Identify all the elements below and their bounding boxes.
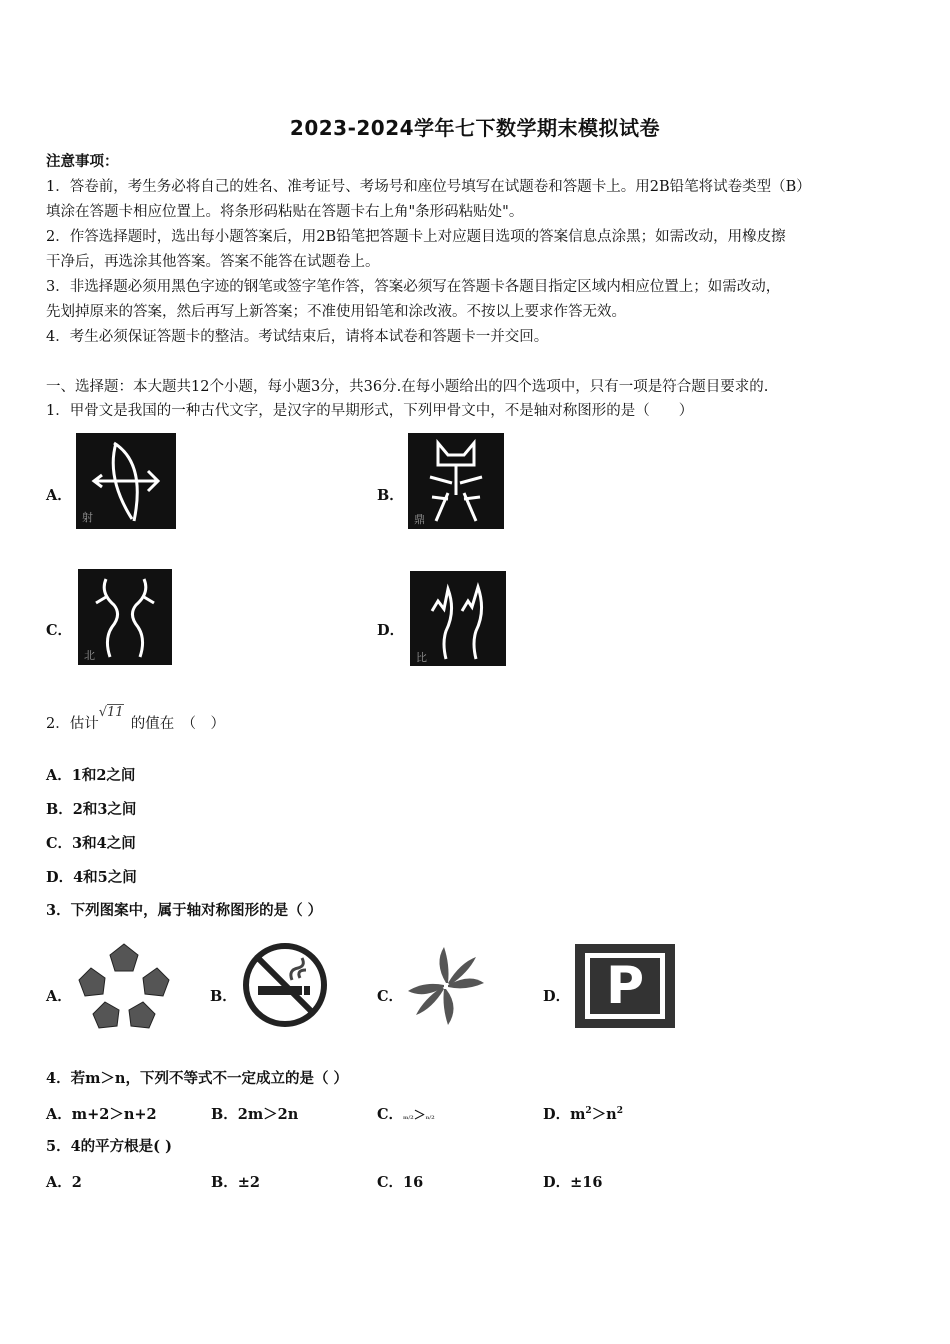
- q4-c-frac-right: n/2: [425, 1115, 435, 1121]
- q3-option-b-label: B．: [210, 988, 237, 1005]
- q5-option-b: B．±2: [211, 1174, 260, 1191]
- notice-line: 先划掉原来的答案，然后再写上新答案；不准使用铅笔和涂改液。不按以上要求作答无效。: [46, 304, 626, 320]
- notice-line: 2．作答选择题时，选出每小题答案后，用2B铅笔把答题卡上对应题目选项的答案信息点涂黑；如需改动，用橡皮擦: [46, 229, 786, 245]
- page-title: 2023-2024学年七下数学期末模拟试卷: [289, 116, 661, 140]
- notice-line: 3．非选择题必须用黑色字迹的钢笔或签字笔作答，答案必须写在答题卡各题目指定区域内相应位置上；如需改动，: [46, 279, 781, 295]
- question-1-stem: 1．甲骨文是我国的一种古代文字，是汉字的早期形式，下列甲骨文中，不是轴对称图形的是（ ）: [46, 403, 694, 419]
- pinwheel-image: [404, 943, 488, 1029]
- oracle-ding-image: [408, 433, 504, 529]
- q3-option-d-label: D．: [543, 988, 571, 1005]
- notice-line: 干净后，再选涂其他答案。答案不能答在试题卷上。: [46, 254, 380, 270]
- sqrt-eleven: √11: [98, 705, 124, 720]
- question-4-stem: 4．若m＞n，下列不等式不一定成立的是（ ）: [46, 1070, 349, 1087]
- q2-option-a: A．1和2之间: [46, 767, 136, 784]
- q1-option-d-label: D．: [377, 622, 405, 639]
- q4-option-b: B．2m＞2n: [211, 1106, 299, 1123]
- q2-option-b: B．2和3之间: [46, 801, 137, 818]
- question-2-stem: [46, 705, 225, 735]
- q4-option-d: D．$m^2>n^2$: [543, 1106, 623, 1123]
- q2-option-d: D．4和5之间: [46, 869, 137, 886]
- q2-stem-pre: 2．估计: [46, 716, 99, 732]
- q2-stem-post: 的值在 （ ）: [130, 716, 225, 732]
- parking-sign-image: [575, 944, 675, 1028]
- no-smoking-image: [240, 940, 330, 1030]
- q2-option-c: C．3和4之间: [46, 835, 136, 852]
- q4-option-a: A．m+2＞n+2: [46, 1106, 157, 1123]
- notice-line: 1．答卷前，考生务必将自己的姓名、准考证号、考场号和座位号填写在试题卷和答题卡上。用2B铅笔将试卷类型（B）: [46, 179, 811, 195]
- oracle-char-caption: 北: [84, 649, 95, 662]
- notice-line: 4．考生必须保证答题卡的整洁。考试结束后，请将本试卷和答题卡一并交回。: [46, 329, 549, 345]
- section-heading: 一、选择题：本大题共12个小题，每小题3分，共36分.在每小题给出的四个选项中，只有一项是符合题目要求的.: [46, 379, 769, 395]
- q1-option-b-label: B．: [377, 487, 404, 504]
- question-5-stem: 5．4的平方根是( ): [46, 1138, 172, 1155]
- oracle-bi-image: [410, 571, 506, 666]
- oracle-bei-image: [78, 569, 172, 665]
- notice-heading: 注意事项：: [46, 153, 119, 170]
- oracle-shoot-image: [76, 433, 176, 529]
- q5-option-a: A．2: [46, 1174, 82, 1191]
- q3-option-a-label: A．: [46, 988, 72, 1005]
- q4-option-c: C．m/2＞n/2: [377, 1106, 435, 1123]
- q1-option-c-label: C．: [46, 622, 73, 639]
- q4-c-frac-left: m/2: [403, 1115, 414, 1121]
- q1-option-a-label: A．: [46, 487, 72, 504]
- pentagons-image: [77, 942, 171, 1030]
- oracle-char-caption: 射: [82, 511, 93, 524]
- oracle-char-caption: 比: [416, 651, 427, 664]
- question-3-stem: 3．下列图案中，属于轴对称图形的是（ ）: [46, 902, 323, 919]
- q5-option-c: C．16: [377, 1174, 424, 1191]
- oracle-char-caption: 鼎: [414, 513, 425, 526]
- notice-line: 填涂在答题卡相应位置上。将条形码粘贴在答题卡右上角"条形码粘贴处"。: [46, 204, 524, 220]
- parking-letter: P: [605, 956, 645, 1016]
- q3-option-c-label: C．: [377, 988, 404, 1005]
- q5-option-d: D．±16: [543, 1174, 603, 1191]
